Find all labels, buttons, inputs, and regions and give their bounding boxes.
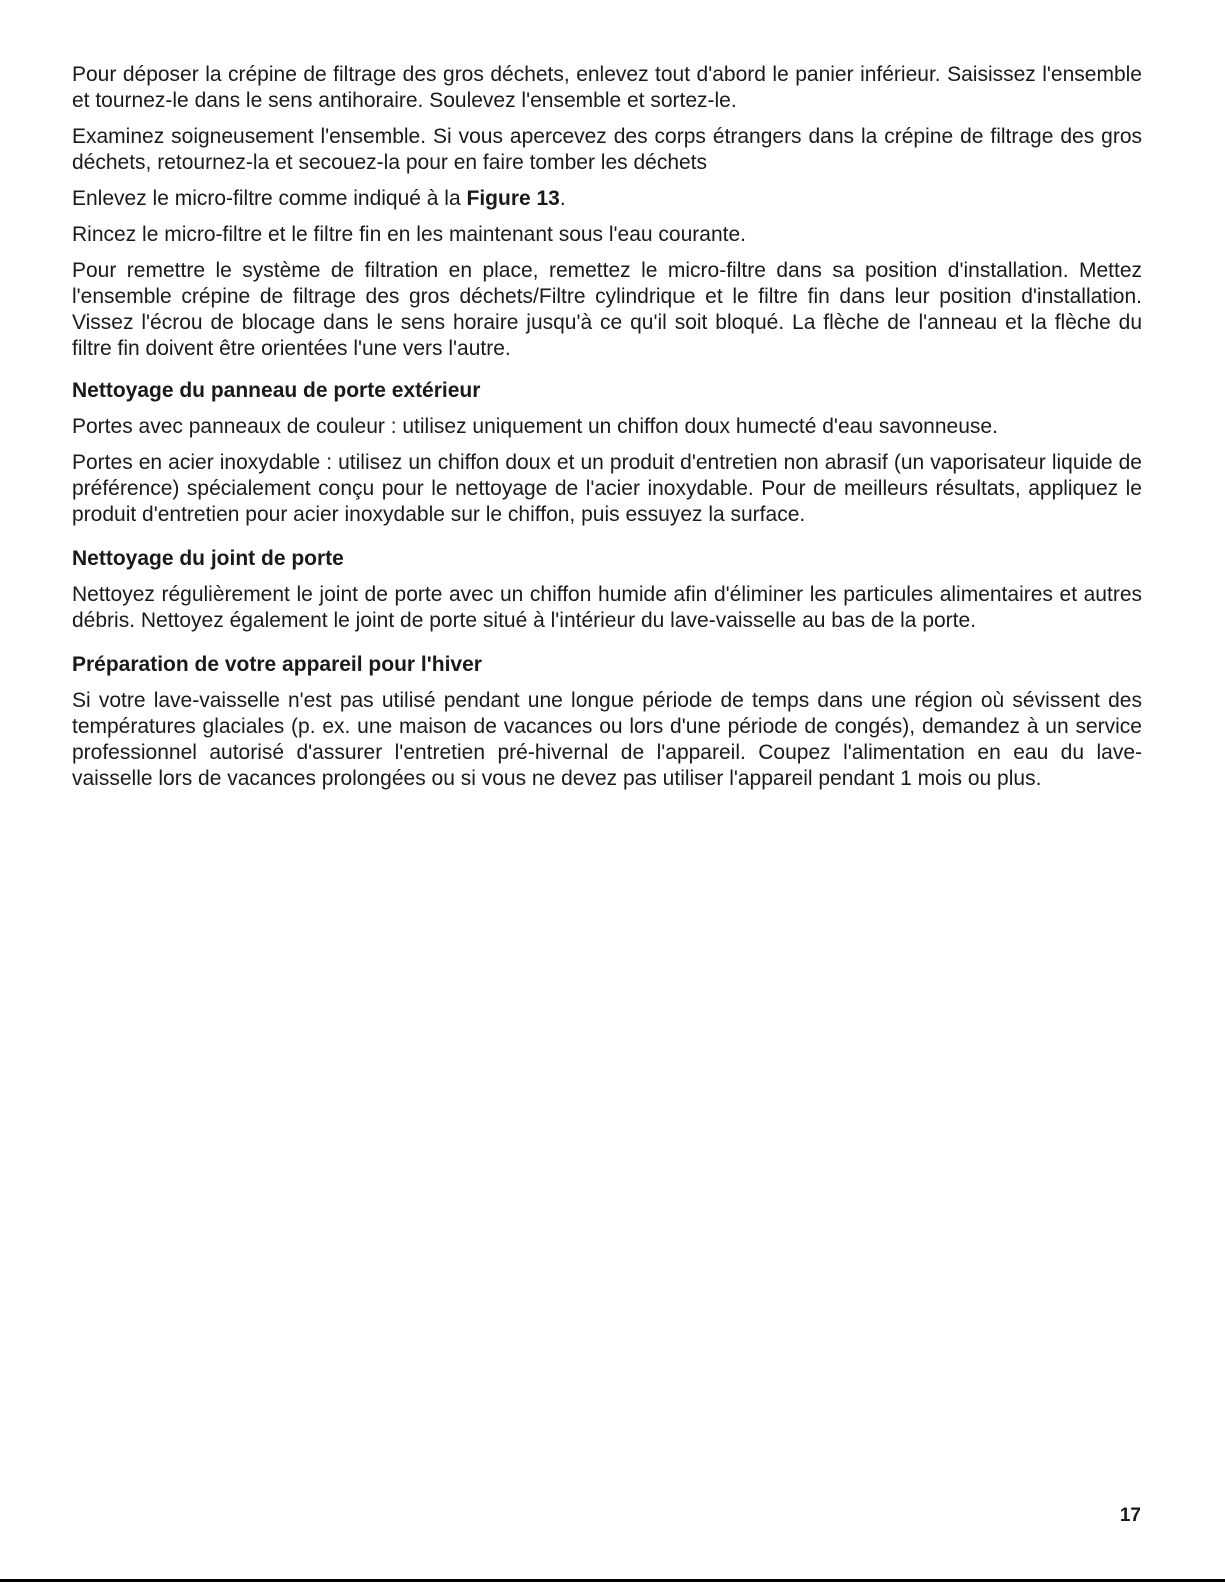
bottom-rule [0,1579,1225,1582]
paragraph-stainless-doors: Portes en acier inoxydable : utilisez un chiffon doux et un produit d'entretien non abrasif (un vaporisateur liquide de préférence) spécialement conçu pour le nettoyage de l'acier inoxydable. Pour de meilleurs résultats, appliquez le produit d'entretien pour acier inoxydable sur le chiffon, puis essuyez la surface. [72,451,1142,526]
paragraph-door-seal: Nettoyez régulièrement le joint de porte avec un chiffon humide afin d'éliminer les particules alimentaires et autres débris. Nettoyez également le joint de porte situé à l'intérieur du lave-vaisselle au bas de la porte. [72,583,1142,632]
paragraph-micro-filter [72,186,1142,212]
page-number: 17 [1119,1505,1141,1526]
heading-exterior-door-panel: Nettoyage du panneau de porte extérieur [72,379,481,402]
heading-door-seal: Nettoyage du joint de porte [72,547,344,570]
paragraph-inspect-filter: Examinez soigneusement l'ensemble. Si vous apercevez des corps étrangers dans la crépine de filtrage des gros déchets, retournez-la et secouez-la pour en faire tomber les déchets [72,125,1142,174]
figure-ref-after: . [559,187,566,210]
paragraph-reinstall-filters: Pour remettre le système de filtration en place, remettez le micro-filtre dans sa position d'installation. Mettez l'ensemble crépine de filtrage des gros déchets/Filtre cylindrique et le filtre fin dans leur position d'installation. Vissez l'écrou de blocage dans le sens horaire jusqu'à ce qu'il soit bloqué. La flèche de l'anneau et la flèche du filtre fin doivent être orientées l'une vers l'autre. [72,259,1142,360]
paragraph-rinse-filters: Rincez le micro-filtre et le filtre fin en les maintenant sous l'eau courante. [72,223,746,246]
heading-winter-preparation: Préparation de votre appareil pour l'hiver [72,653,482,676]
figure-ref-link: Figure 13 [466,187,560,210]
paragraph-colored-doors: Portes avec panneaux de couleur : utilisez uniquement un chiffon doux humecté d'eau savonneuse. [72,415,998,438]
paragraph-winter-preparation: Si votre lave-vaisselle n'est pas utilisé pendant une longue période de temps dans une région où sévissent des températures glaciales (p. ex. une maison de vacances ou lors d'une période de congés), demandez à un service professionnel autorisé d'assurer l'entretien pré-hivernal de l'appareil. Coupez l'alimentation en eau du lave-vaisselle lors de vacances prolongées ou si vous ne devez pas utiliser l'appareil pendant 1 mois ou plus. [72,689,1142,790]
page-content [72,62,1142,802]
figure-ref-before: Enlevez le micro-filtre comme indiqué à la [72,187,467,210]
paragraph-remove-filter: Pour déposer la crépine de filtrage des gros déchets, enlevez tout d'abord le panier inférieur. Saisissez l'ensemble et tournez-le dans le sens antihoraire. Soulevez l'ensemble et sortez-le. [72,63,1142,112]
